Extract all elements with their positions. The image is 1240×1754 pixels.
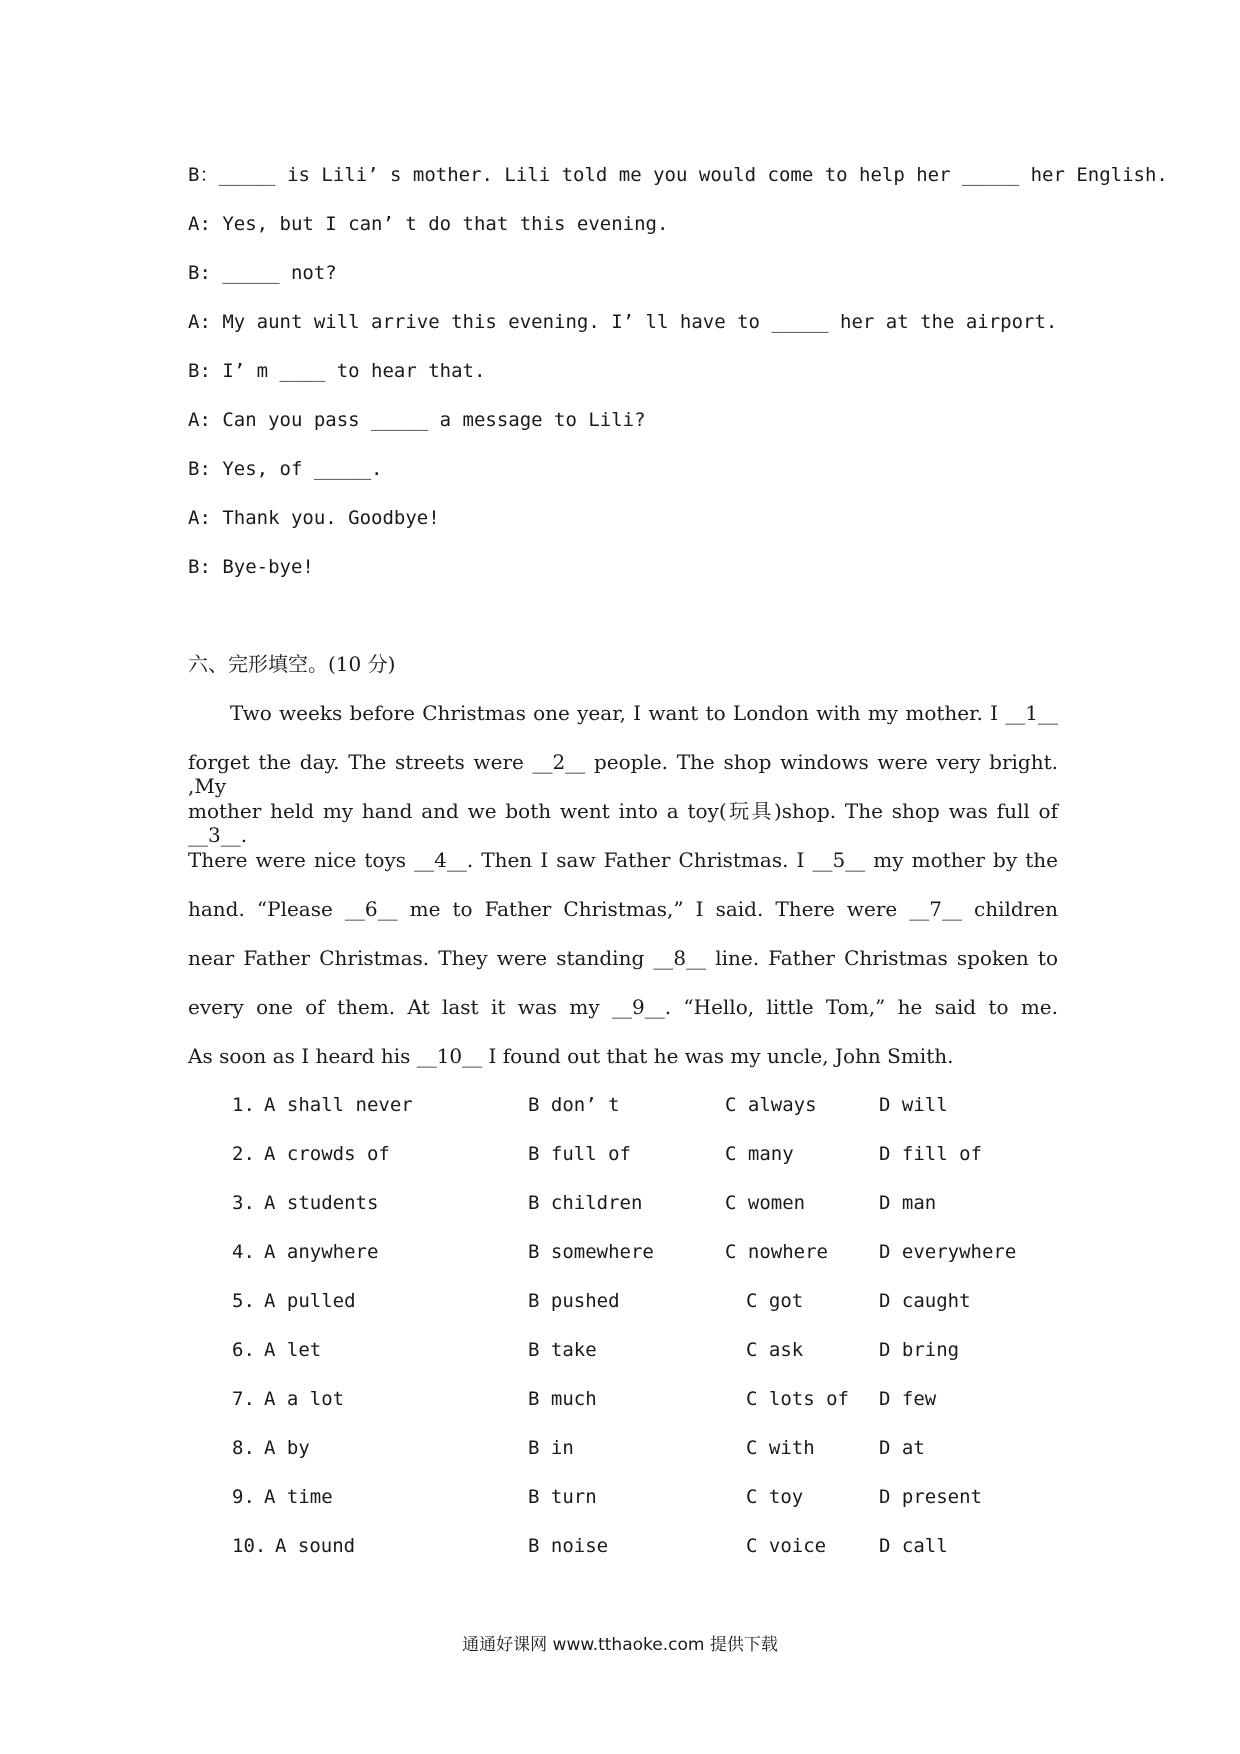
option-d: D at [879, 1437, 925, 1459]
question-number: 3. [232, 1192, 255, 1214]
option-c: C with [746, 1437, 815, 1459]
question-number: 7. [232, 1388, 255, 1410]
option-c: C ask [746, 1339, 804, 1361]
option-a: A anywhere [264, 1241, 379, 1263]
question-number: 6. [232, 1339, 255, 1361]
option-c: C women [725, 1192, 806, 1214]
option-a: A a lot [264, 1388, 345, 1410]
option-b: B in [528, 1437, 574, 1459]
dialogue-line: B: Yes, of _____. [188, 458, 383, 480]
dialogue-line: A: Yes, but I can’ t do that this evening. [188, 213, 669, 235]
passage-line: There were nice toys __4__. Then I saw Father Christmas. I __5__ my mother by the [188, 848, 1058, 872]
question-number: 5. [232, 1290, 255, 1312]
dialogue-line: B: _____ not? [188, 262, 337, 284]
passage-line: As soon as I heard his __10__ I found out that he was my uncle, John Smith. [188, 1044, 954, 1068]
option-c: C nowhere [725, 1241, 828, 1263]
passage-line: forget the day. The streets were __2__ people. The shop windows were very bright. ,My [188, 750, 1058, 798]
question-number: 4. [232, 1241, 255, 1263]
option-b: B take [528, 1339, 597, 1361]
passage-line: hand. “Please __6__ me to Father Christmas,” I said. There were __7__ children [188, 897, 1058, 921]
option-a: A let [264, 1339, 322, 1361]
dialogue-line: B：_____ is Lili’ s mother. Lili told me you would come to help her _____ her English. [188, 164, 1168, 186]
option-b: B pushed [528, 1290, 620, 1312]
dialogue-line: B: I’ m ____ to hear that. [188, 360, 486, 382]
option-b: B much [528, 1388, 597, 1410]
option-d: D everywhere [879, 1241, 1017, 1263]
dialogue-line: A: Thank you. Goodbye! [188, 507, 440, 529]
option-a: A crowds of [264, 1143, 390, 1165]
option-d: D caught [879, 1290, 971, 1312]
option-b: B don’ t [528, 1094, 620, 1116]
option-c: C many [725, 1143, 794, 1165]
option-c: C lots of [746, 1388, 849, 1410]
section-title: 六、完形填空。(10 分) [188, 652, 396, 676]
question-number: 10. [232, 1535, 267, 1557]
dialogue-line: A: My aunt will arrive this evening. I’ ll have to _____ her at the airport. [188, 311, 1058, 333]
option-c: C toy [746, 1486, 804, 1508]
option-d: D present [879, 1486, 982, 1508]
question-number: 9. [232, 1486, 255, 1508]
option-d: D will [879, 1094, 948, 1116]
option-a: A students [264, 1192, 379, 1214]
passage-line: near Father Christmas. They were standing __8__ line. Father Christmas spoken to [188, 946, 1058, 970]
option-b: B somewhere [528, 1241, 654, 1263]
passage-line: Two weeks before Christmas one year, I want to London with my mother. I __1__ [230, 701, 1058, 725]
option-a: A sound [275, 1535, 356, 1557]
page-footer: 通通好课网 www.tthaoke.com 提供下载 [462, 1635, 778, 1655]
option-a: A shall never [264, 1094, 413, 1116]
passage-line: every one of them. At last it was my __9__. “Hello, little Tom,” he said to me. [188, 995, 1058, 1019]
option-d: D bring [879, 1339, 960, 1361]
option-c: C voice [746, 1535, 827, 1557]
option-d: D fill of [879, 1143, 982, 1165]
dialogue-line: A: Can you pass _____ a message to Lili? [188, 409, 646, 431]
option-c: C got [746, 1290, 804, 1312]
question-number: 2. [232, 1143, 255, 1165]
option-a: A pulled [264, 1290, 356, 1312]
option-a: A by [264, 1437, 310, 1459]
dialogue-line: B: Bye-bye! [188, 556, 314, 578]
passage-line: mother held my hand and we both went into a toy(玩具)shop. The shop was full of __3__. [188, 799, 1058, 847]
option-b: B children [528, 1192, 643, 1214]
question-number: 1. [232, 1094, 255, 1116]
option-b: B turn [528, 1486, 597, 1508]
question-number: 8. [232, 1437, 255, 1459]
option-d: D man [879, 1192, 937, 1214]
option-b: B full of [528, 1143, 631, 1165]
option-d: D few [879, 1388, 937, 1410]
option-b: B noise [528, 1535, 609, 1557]
option-a: A time [264, 1486, 333, 1508]
option-c: C always [725, 1094, 817, 1116]
option-d: D call [879, 1535, 948, 1557]
